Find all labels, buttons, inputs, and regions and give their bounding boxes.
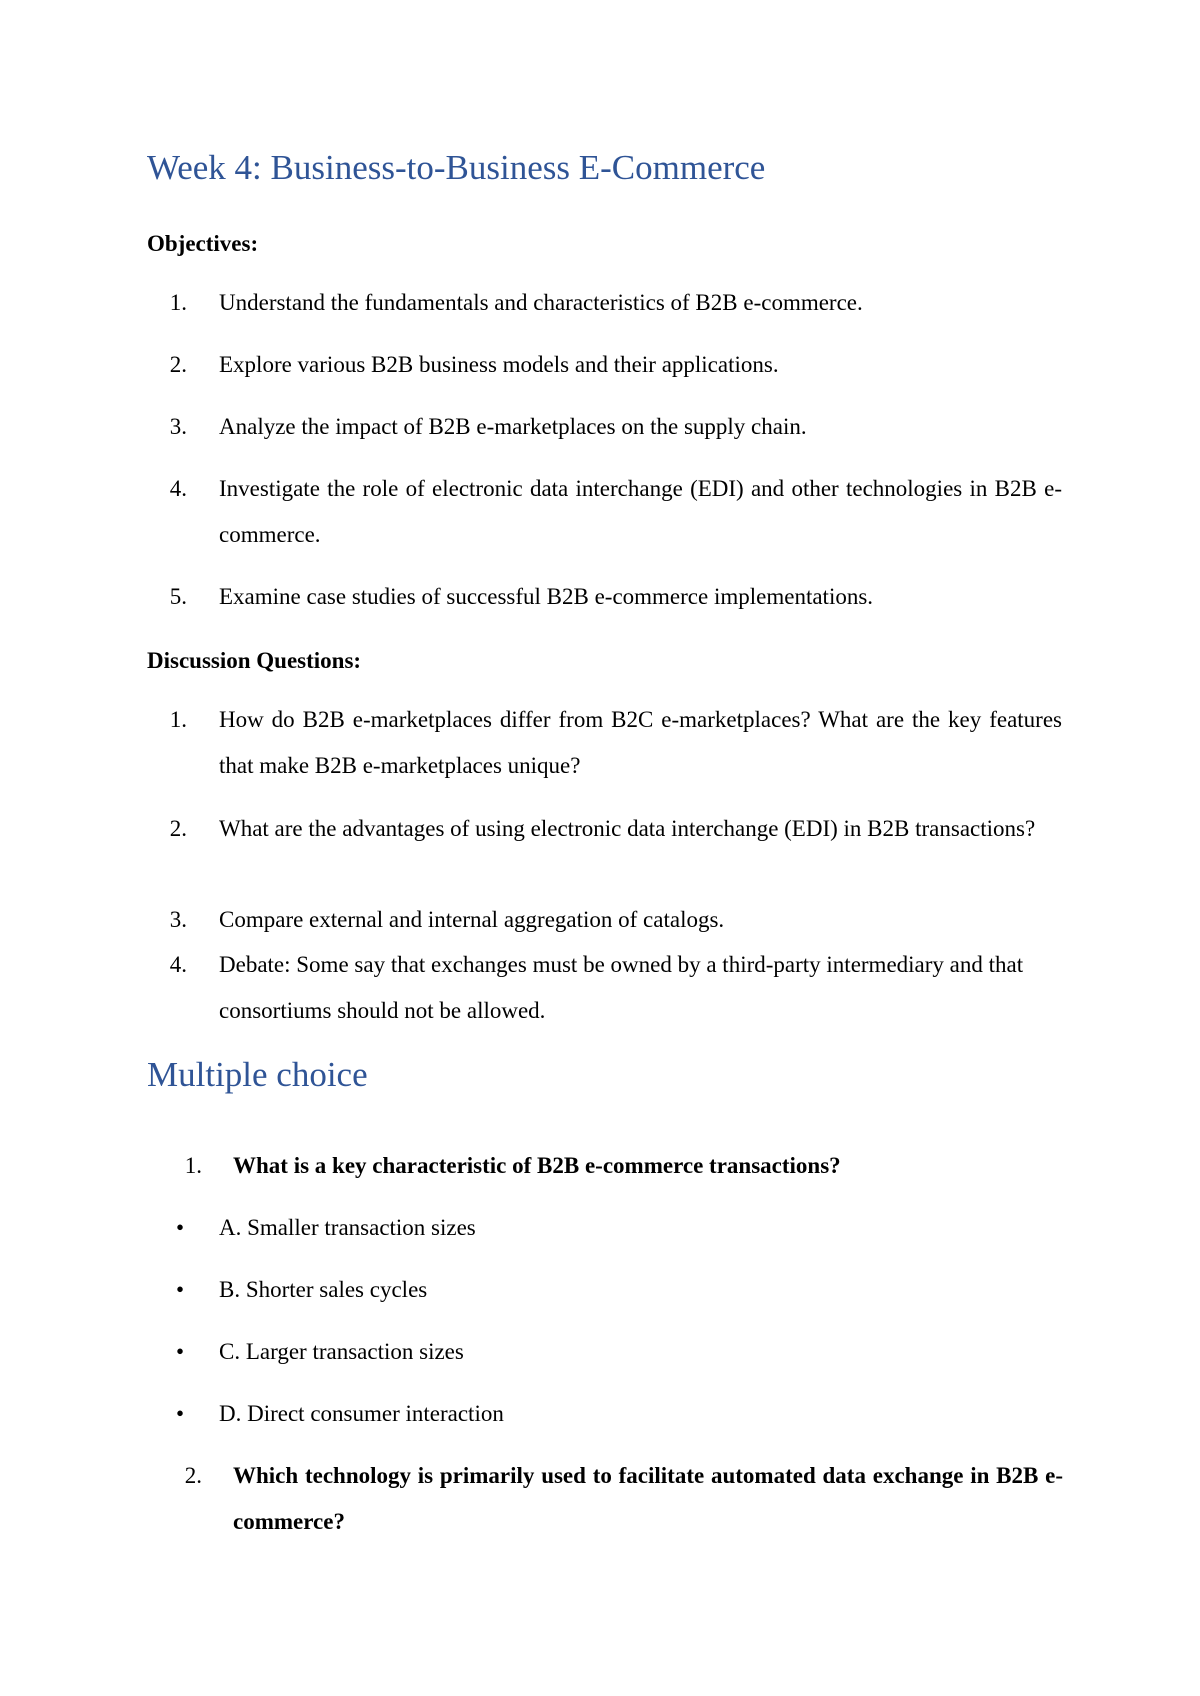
page-title: Week 4: Business-to-Business E-Commerce <box>147 148 766 187</box>
bullet-icon: • <box>176 1339 185 1364</box>
list-number: 3. <box>169 907 187 932</box>
bullet-icon: • <box>176 1277 185 1302</box>
list-text: What are the advantages of using electronic data interchange (EDI) in B2B transactions? <box>219 816 1036 841</box>
list-number: 4. <box>169 476 187 501</box>
option-text: D. Direct consumer interaction <box>219 1401 504 1426</box>
list-text: Investigate the role of electronic data interchange (EDI) and other technologies in B2B e-commerce. <box>219 476 1062 547</box>
bullet-icon: • <box>176 1215 185 1240</box>
list-number: 3. <box>169 414 187 439</box>
option-text: A. Smaller transaction sizes <box>219 1215 476 1240</box>
question-text: What is a key characteristic of B2B e-commerce transactions? <box>233 1153 841 1178</box>
list-number: 5. <box>169 584 187 609</box>
list-number: 2. <box>169 352 187 377</box>
question-text: Which technology is primarily used to facilitate automated data exchange in B2B e-commerce? <box>233 1463 1063 1534</box>
option-text: B. Shorter sales cycles <box>219 1277 428 1302</box>
list-number: 2. <box>169 816 187 841</box>
list-text: Analyze the impact of B2B e-marketplaces on the supply chain. <box>219 414 807 439</box>
question-number: 1. <box>184 1153 202 1178</box>
option-text: C. Larger transaction sizes <box>219 1339 464 1364</box>
list-text: Understand the fundamentals and characteristics of B2B e-commerce. <box>219 290 863 315</box>
discussion-label: Discussion Questions: <box>147 648 362 673</box>
list-text: Examine case studies of successful B2B e-commerce implementations. <box>219 584 874 609</box>
list-text: Compare external and internal aggregation of catalogs. <box>219 907 725 932</box>
list-number: 1. <box>169 707 187 732</box>
list-text: Explore various B2B business models and their applications. <box>219 352 779 377</box>
list-number: 4. <box>169 952 187 977</box>
list-text: Debate: Some say that exchanges must be owned by a third-party intermediary and that consortiums should not be allowed. <box>219 952 1024 1023</box>
question-number: 2. <box>184 1463 202 1488</box>
multiple-choice-heading: Multiple choice <box>147 1055 368 1094</box>
objectives-label: Objectives: <box>147 231 259 256</box>
bullet-icon: • <box>176 1401 185 1426</box>
list-text: How do B2B e-marketplaces differ from B2C e-marketplaces? What are the key features that make B2B e-marketplaces unique? <box>219 707 1062 778</box>
list-number: 1. <box>169 290 187 315</box>
